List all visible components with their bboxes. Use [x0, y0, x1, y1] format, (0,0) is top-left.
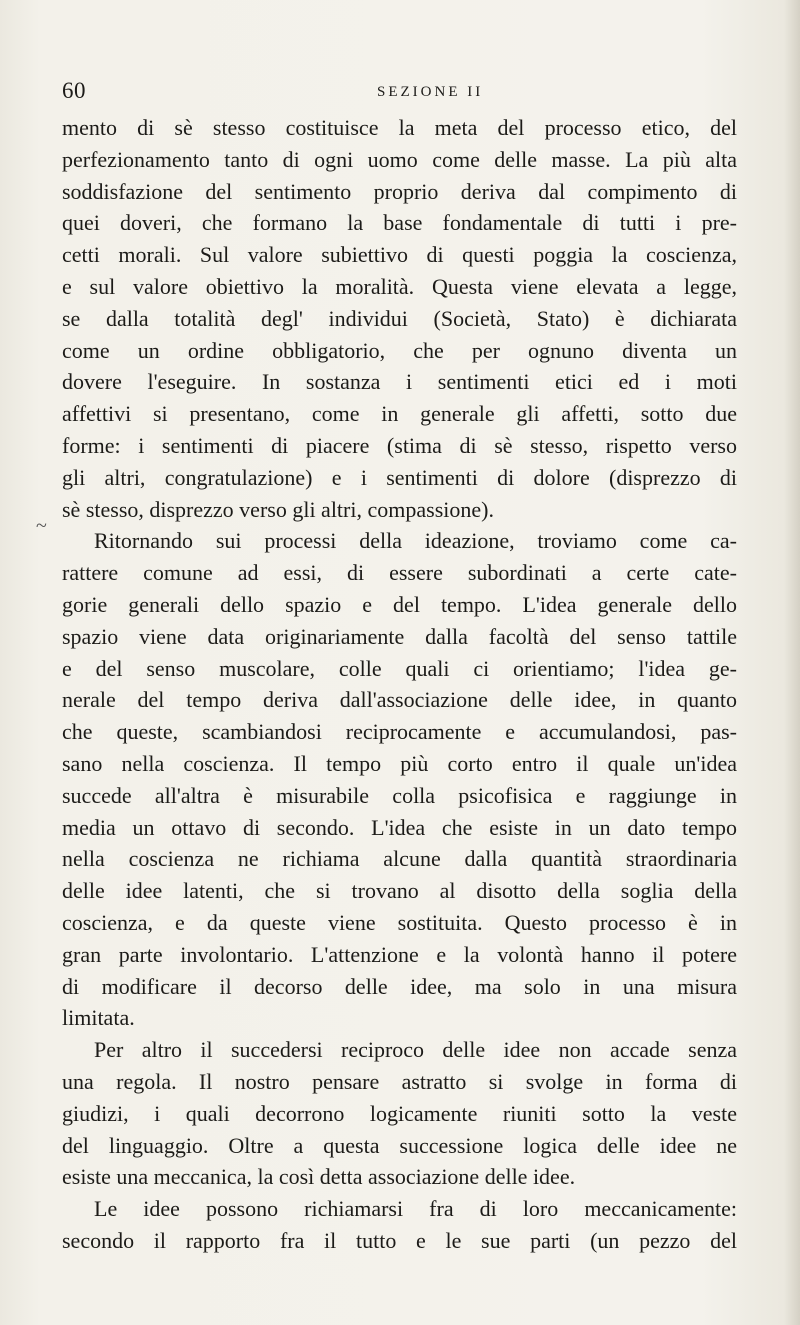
text-line: delle idee latenti, che si trovano al disotto della soglia della: [62, 878, 737, 904]
text-line: che queste, scambiandosi reciprocamente e accumulandosi, pas-: [62, 719, 737, 745]
text-line: dovere l'eseguire. In sostanza i sentimenti etici ed i moti: [62, 369, 737, 395]
paragraph-end-line: esiste una meccanica, la così detta associazione delle idee.: [62, 1164, 576, 1190]
text-line: mento di sè stesso costituisce la meta del processo etico, del: [62, 115, 737, 140]
running-header: [62, 78, 702, 106]
text-line: una regola. Il nostro pensare astratto si svolge in forma di: [62, 1068, 737, 1094]
page-edge-shadow: [784, 0, 800, 1325]
text-line: del linguaggio. Oltre a questa successione logica delle idee ne: [62, 1132, 737, 1158]
text-line: gran parte involontario. L'attenzione e la volontà hanno il potere: [62, 941, 737, 967]
text-line: gli altri, congratulazione) e i sentimenti di dolore (disprezzo di: [62, 464, 737, 490]
text-line: perfezionamento tanto di ogni uomo come delle masse. La più alta: [62, 146, 737, 172]
text-line: nella coscienza ne richiama alcune dalla quantità straordinaria: [62, 846, 737, 872]
margin-mark: ~: [36, 515, 47, 537]
text-line: rattere comune ad essi, di essere subordinati a certe cate-: [62, 560, 737, 586]
paragraph-start-line: Per altro il succedersi reciproco delle idee non accade senza: [94, 1037, 737, 1063]
paragraph-start-line: Ritornando sui processi della ideazione, troviamo come ca-: [94, 528, 737, 554]
paragraph-end-line: sè stesso, disprezzo verso gli altri, compassione).: [62, 496, 494, 522]
text-line: e del senso muscolare, colle quali ci orientiamo; l'idea ge-: [62, 655, 737, 681]
text-line: come un ordine obbligatorio, che per ognuno diventa un: [62, 337, 737, 363]
text-line: coscienza, e da queste viene sostituita. Questo processo è in: [62, 909, 737, 935]
section-title: SEZIONE II: [377, 84, 484, 100]
paragraph-start-line: Le idee possono richiamarsi fra di loro meccanicamente:: [94, 1196, 737, 1222]
text-line: spazio viene data originariamente dalla facoltà del senso tattile: [62, 623, 737, 649]
body-text: [62, 112, 737, 1257]
text-line: nerale del tempo deriva dall'associazione delle idee, in quanto: [62, 687, 737, 713]
text-line: e sul valore obiettivo la moralità. Questa viene elevata a legge,: [62, 273, 737, 299]
text-line: sano nella coscienza. Il tempo più corto entro il quale un'idea: [62, 750, 737, 776]
text-line: quei doveri, che formano la base fondamentale di tutti i pre-: [62, 210, 737, 236]
text-line: affettivi si presentano, come in generale gli affetti, sotto due: [62, 401, 737, 427]
text-line: forme: i sentimenti di piacere (stima di sè stesso, rispetto verso: [62, 432, 737, 458]
page-number: 60: [62, 78, 86, 103]
text-line: cetti morali. Sul valore subiettivo di questi poggia la coscienza,: [62, 242, 737, 268]
text-line: soddisfazione del sentimento proprio deriva dal compimento di: [62, 178, 737, 204]
text-line: succede all'altra è misurabile colla psicofisica e raggiunge in: [62, 782, 737, 808]
paragraph-end-line: limitata.: [62, 1005, 135, 1031]
text-line: se dalla totalità degl' individui (Società, Stato) è dichiarata: [62, 305, 737, 331]
text-line: di modificare il decorso delle idee, ma solo in una misura: [62, 973, 737, 999]
text-line: media un ottavo di secondo. L'idea che esiste in un dato tempo: [62, 814, 737, 840]
text-line: secondo il rapporto fra il tutto e le sue parti (un pezzo del: [62, 1227, 737, 1253]
text-line: gorie generali dello spazio e del tempo. L'idea generale dello: [62, 591, 737, 617]
text-line: giudizi, i quali decorrono logicamente riuniti sotto la veste: [62, 1100, 737, 1126]
